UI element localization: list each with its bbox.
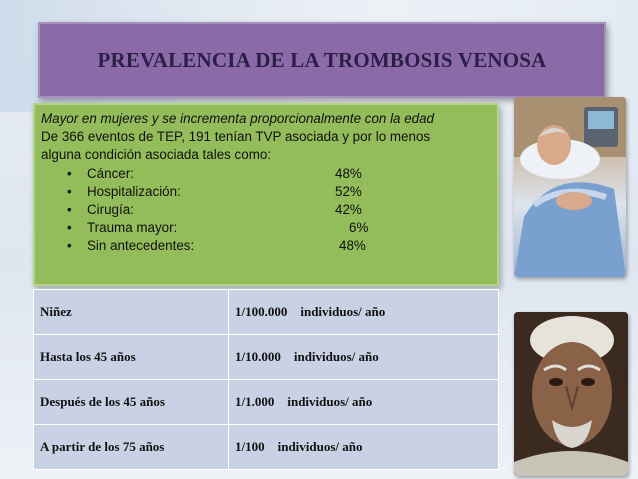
list-item: [67, 165, 491, 183]
bullet-icon: •: [67, 183, 72, 199]
incidence-table: [33, 289, 499, 470]
age-group-cell: Después de los 45 años: [34, 380, 229, 425]
list-item: [67, 201, 491, 219]
elderly-man-photo: [514, 312, 628, 476]
table-row: [34, 380, 499, 425]
condition-value: 42%: [335, 202, 362, 218]
bullet-icon: •: [67, 238, 72, 254]
rate-cell: 1/1.000 individuos/ año: [229, 380, 499, 425]
age-group-cell: Hasta los 45 años: [34, 335, 229, 380]
info-box: [33, 103, 499, 286]
table-row: [34, 335, 499, 380]
condition-label: Cáncer:: [87, 165, 134, 181]
condition-label: Hospitalización:: [87, 183, 181, 199]
intro-line: Mayor en mujeres y se incrementa proporcionalmente con la edad: [41, 111, 434, 126]
conditions-list: [41, 165, 491, 256]
bullet-icon: •: [67, 220, 72, 236]
condition-value: 6%: [349, 220, 369, 236]
title-banner: [38, 22, 606, 98]
rate-cell: 1/100 individuos/ año: [229, 425, 499, 470]
bullet-icon: •: [67, 165, 72, 181]
age-group-cell: Niñez: [34, 290, 229, 335]
list-item: [67, 219, 491, 237]
condition-value: 48%: [339, 238, 366, 254]
bullet-icon: •: [67, 202, 72, 218]
condition-value: 52%: [335, 183, 362, 199]
events-line-2: alguna condición asociada tales como:: [41, 147, 272, 163]
rate-cell: 1/10.000 individuos/ año: [229, 335, 499, 380]
rate-cell: 1/100.000 individuos/ año: [229, 290, 499, 335]
table-row: [34, 425, 499, 470]
patient-illustration: [514, 97, 626, 277]
condition-label: Trauma mayor:: [87, 220, 178, 236]
condition-label: Cirugía:: [87, 202, 134, 218]
elderly-man-illustration: [514, 312, 628, 476]
condition-label: Sin antecedentes:: [87, 238, 195, 254]
slide-title: PREVALENCIA DE LA TROMBOSIS VENOSA: [97, 47, 547, 72]
events-line-1: De 366 eventos de TEP, 191 tenían TVP asociada y por lo menos: [41, 129, 431, 145]
condition-value: 48%: [335, 165, 362, 181]
list-item: [67, 183, 491, 201]
patient-photo: [514, 97, 626, 277]
list-item: [67, 237, 491, 255]
table-row: [34, 290, 499, 335]
age-group-cell: A partir de los 75 años: [34, 425, 229, 470]
